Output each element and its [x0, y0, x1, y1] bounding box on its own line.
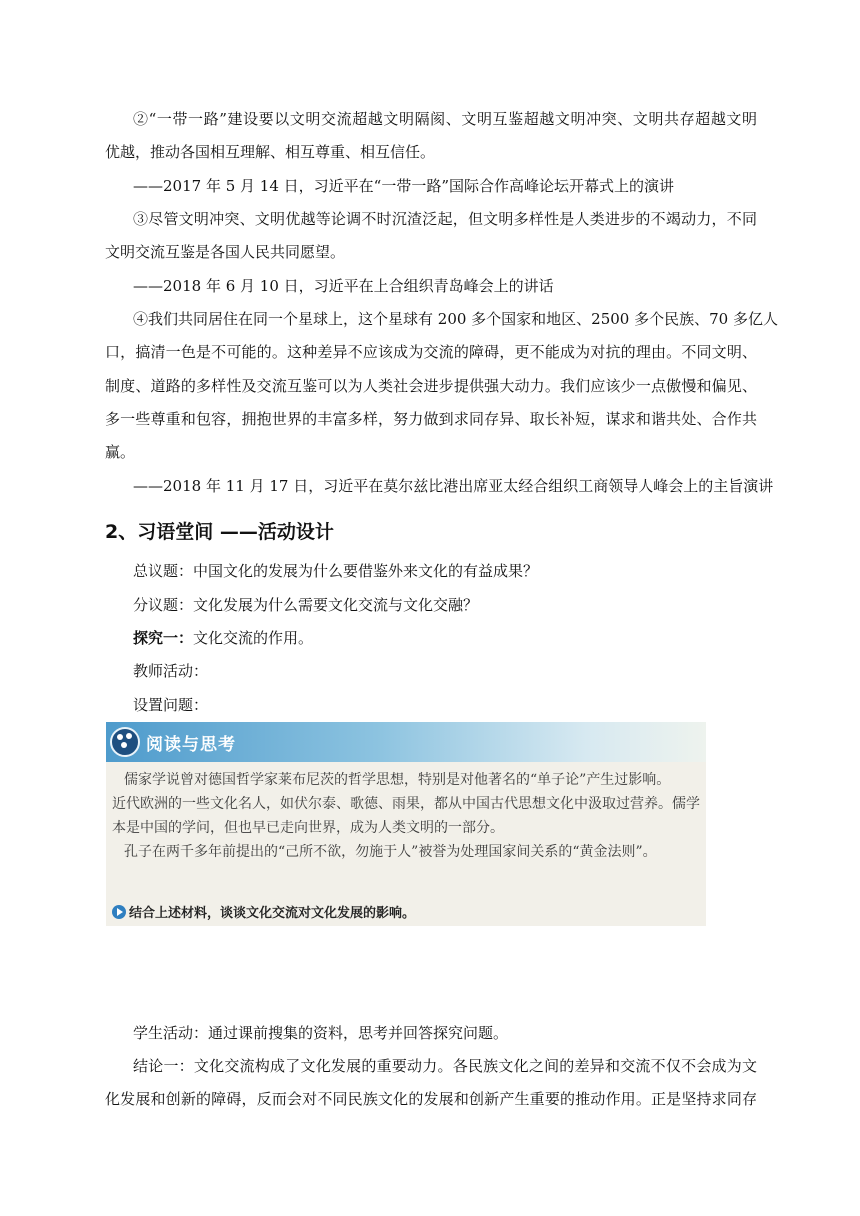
reading-thinking-figure	[106, 722, 706, 926]
conclusion-1-line-1: 结论一：文化交流构成了文化发展的重要动力。各民族文化之间的差异和交流不仅不会成为文	[133, 1057, 757, 1075]
quote-3-line-1: ③尽管文明冲突、文明优越等论调不时沉渣泛起，但文明多样性是人类进步的不竭动力，不同	[133, 210, 757, 228]
explore-text: 文化交流的作用。	[193, 629, 314, 647]
figure-title: 阅读与思考	[146, 735, 236, 755]
main-topic: 总议题：中国文化的发展为什么要借鉴外来文化的有益成果？	[133, 562, 539, 580]
set-question: 设置问题：	[133, 696, 209, 714]
figure-line-1: 儒家学说曾对德国哲学家莱布尼茨的哲学思想，特别是对他著名的“单子论”产生过影响。	[124, 772, 671, 788]
sub-topic: 分议题：文化发展为什么需要文化交流与文化交融？	[133, 596, 479, 614]
conclusion-1-line-2: 化发展和创新的障碍，反而会对不同民族文化的发展和创新产生重要的推动作用。正是坚持求同存	[105, 1090, 757, 1108]
explore-label: 探究一：	[133, 629, 194, 647]
explore-one	[133, 627, 757, 649]
quote-4-line-4: 多一些尊重和包容，拥抱世界的丰富多样，努力做到求同存异、取长补短，谋求和谐共处、合作共	[105, 410, 757, 428]
figure-prompt	[112, 902, 415, 921]
quote-3-source: ——2018 年 6 月 10 日，习近平在上合组织青岛峰会上的讲话	[133, 277, 554, 295]
figure-prompt-text: 结合上述材料，谈谈文化交流对文化发展的影响。	[129, 906, 416, 921]
figure-line-3: 本是中国的学问，但也早已走向世界，成为人类文明的一部分。	[112, 820, 504, 836]
play-arrow-icon	[112, 905, 126, 919]
quote-4-source: ——2018 年 11 月 17 日，习近平在莫尔兹比港出席亚太经合组织工商领导人峰会上的主旨演讲	[133, 477, 774, 495]
student-activity: 学生活动：通过课前搜集的资料，思考并回答探究问题。	[133, 1024, 509, 1042]
quote-2-source: ——2017 年 5 月 14 日，习近平在“一带一路”国际合作高峰论坛开幕式上的演讲	[133, 177, 674, 195]
figure-header	[106, 722, 706, 762]
figure-line-2: 近代欧洲的一些文化名人，如伏尔泰、歌德、雨果，都从中国古代思想文化中汲取过营养。儒学	[112, 796, 700, 812]
reading-icon	[110, 727, 140, 757]
quote-4-line-1: ④我们共同居住在同一个星球上，这个星球有 200 多个国家和地区、2500 多个民族、70 多亿人	[133, 310, 778, 328]
quote-4-line-5: 赢。	[105, 443, 136, 461]
quote-4-line-3: 制度、道路的多样性及交流互鉴可以为人类社会进步提供强大动力。我们应该少一点傲慢和偏见、	[105, 377, 757, 395]
quote-2-line-1: ②“一带一路”建设要以文明交流超越文明隔阂、文明互鉴超越文明冲突、文明共存超越文明	[133, 110, 757, 128]
teacher-activity: 教师活动：	[133, 662, 209, 680]
section-heading: 2、习语堂间 ——活动设计	[105, 521, 334, 543]
figure-line-4: 孔子在两千多年前提出的“己所不欲，勿施于人”被誉为处理国家间关系的“黄金法则”。	[124, 844, 657, 860]
quote-4-line-2: 口，搞清一色是不可能的。这种差异不应该成为交流的障碍，更不能成为对抗的理由。不同文明、	[105, 343, 757, 361]
quote-3-line-2: 文明交流互鉴是各国人民共同愿望。	[105, 243, 346, 261]
quote-2-line-2: 优越，推动各国相互理解、相互尊重、相互信任。	[105, 143, 436, 161]
